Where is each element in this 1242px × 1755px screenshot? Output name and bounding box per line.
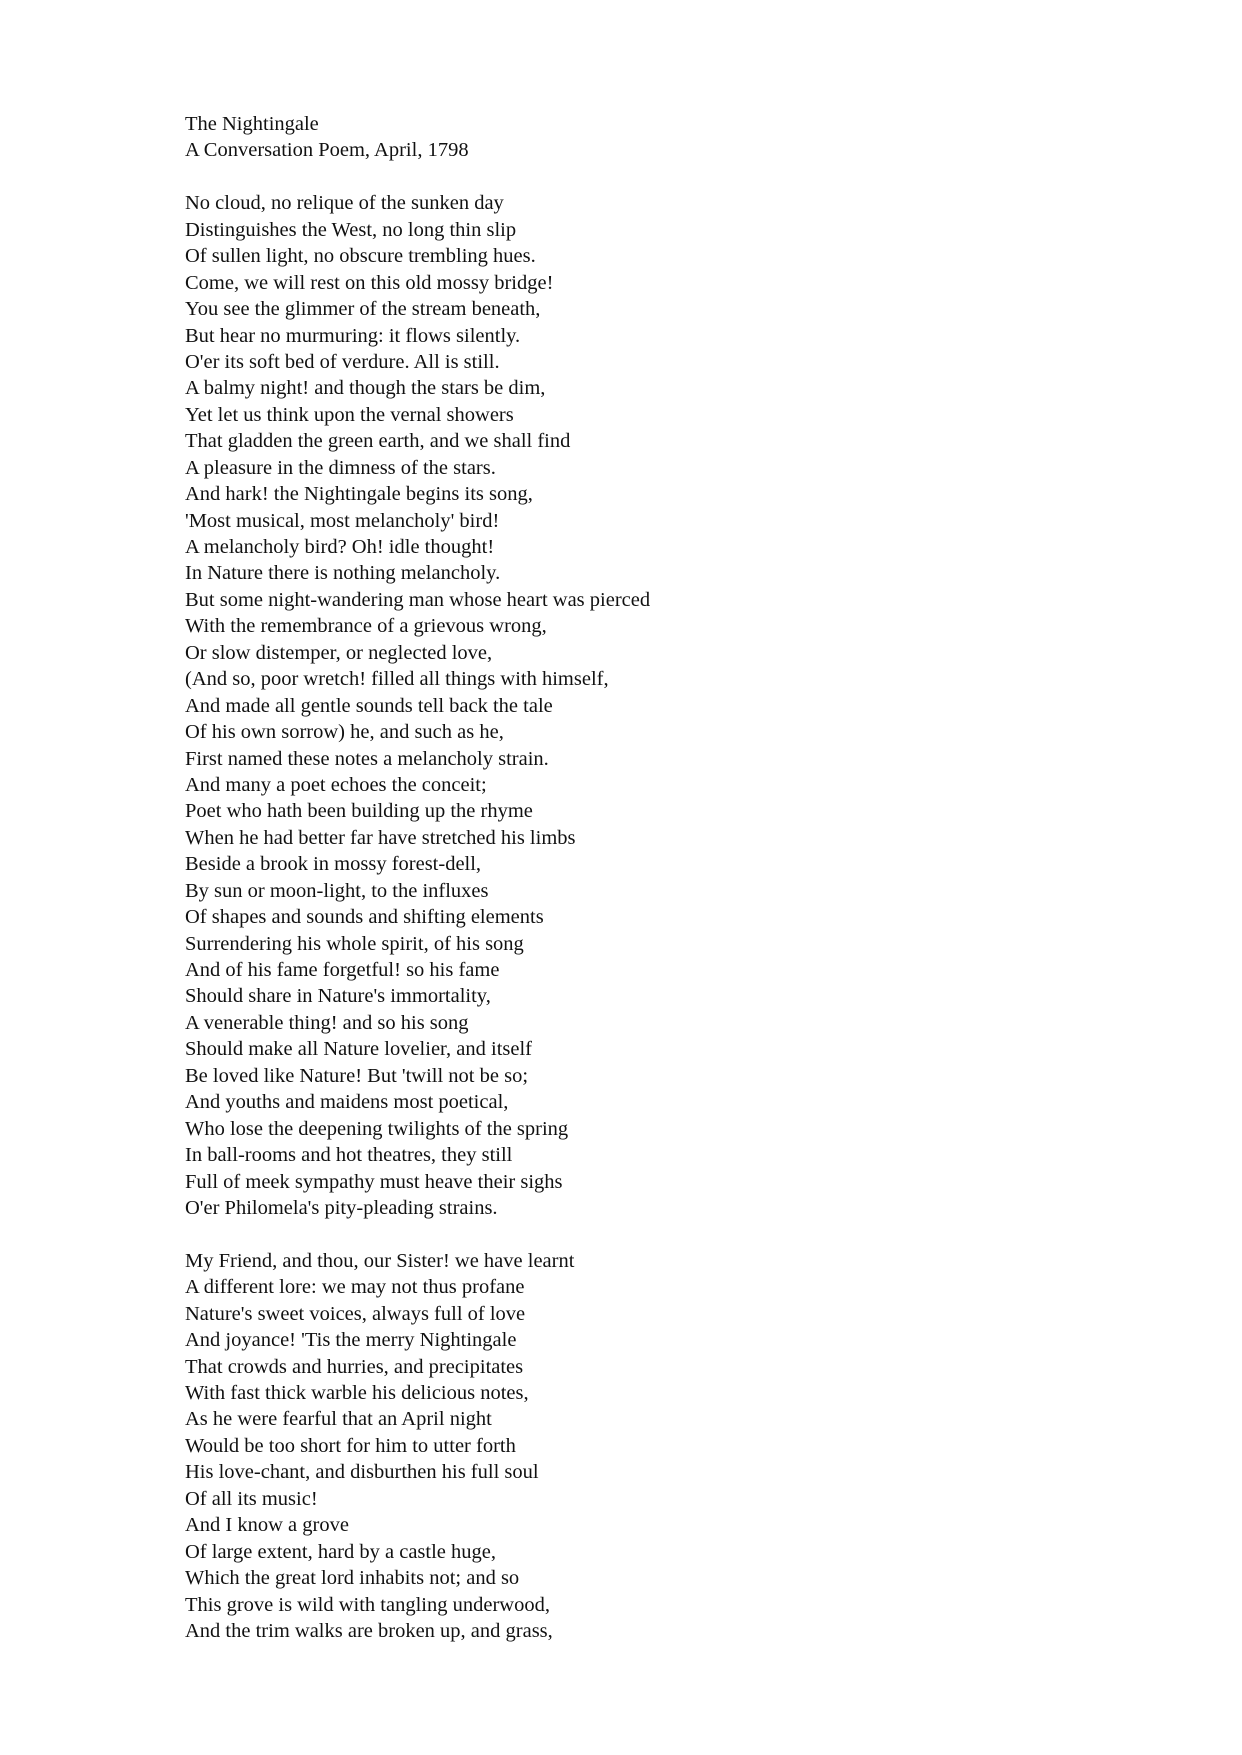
poem-line: Nature's sweet voices, always full of love <box>185 1302 526 1325</box>
poem-line: His love-chant, and disburthen his full soul <box>185 1461 539 1484</box>
poem-line: Come, we will rest on this old mossy bridge! <box>185 271 554 294</box>
poem-body <box>185 190 1185 1644</box>
poem-line: By sun or moon-light, to the influxes <box>185 879 489 902</box>
poem-line: Would be too short for him to utter forth <box>185 1434 516 1457</box>
poem-line: A venerable thing! and so his song <box>185 1011 469 1034</box>
poem-line: That crowds and hurries, and precipitates <box>185 1355 524 1378</box>
poem-line: First named these notes a melancholy strain. <box>185 747 549 770</box>
poem-line: And I know a grove <box>185 1514 349 1537</box>
poem-line: Beside a brook in mossy forest-dell, <box>185 853 482 876</box>
poem-line: No cloud, no relique of the sunken day <box>185 192 504 215</box>
poem-line: But some night-wandering man whose heart was pierced <box>185 588 651 611</box>
poem-line: And many a poet echoes the conceit; <box>185 773 487 796</box>
poem-text <box>185 111 1185 1644</box>
poem-line: Be loved like Nature! But 'twill not be so; <box>185 1064 529 1087</box>
stanza <box>185 190 1185 1221</box>
poem-line: In ball-rooms and hot theatres, they still <box>185 1144 513 1167</box>
poem-line: And made all gentle sounds tell back the tale <box>185 694 553 717</box>
poem-line: With fast thick warble his delicious notes, <box>185 1382 529 1404</box>
poem-line: That gladden the green earth, and we shall find <box>185 430 571 453</box>
poem-line: A melancholy bird? Oh! idle thought! <box>185 536 495 558</box>
poem-line: But hear no murmuring: it flows silently. <box>185 324 521 347</box>
blank-line <box>185 164 1185 190</box>
poem-line: In Nature there is nothing melancholy. <box>185 562 501 585</box>
poem-line: With the remembrance of a grievous wrong, <box>185 615 547 638</box>
poem-line: Of large extent, hard by a castle huge, <box>185 1540 496 1563</box>
poem-line: My Friend, and thou, our Sister! we have learnt <box>185 1249 575 1272</box>
stanza <box>185 1248 1185 1645</box>
poem-line: Who lose the deepening twilights of the spring <box>185 1117 569 1140</box>
poem-line: Yet let us think upon the vernal showers <box>185 403 514 426</box>
poem-line: And hark! the Nightingale begins its song, <box>185 483 533 506</box>
poem-line: This grove is wild with tangling underwood, <box>185 1593 550 1616</box>
poem-line: Full of meek sympathy must heave their sighs <box>185 1170 563 1193</box>
poem-line: Of shapes and sounds and shifting elements <box>185 906 544 929</box>
poem-line: Or slow distemper, or neglected love, <box>185 641 493 664</box>
poem-line: Which the great lord inhabits not; and so <box>185 1567 520 1590</box>
poem-line: Poet who hath been building up the rhyme <box>185 800 533 823</box>
poem-subtitle: A Conversation Poem, April, 1798 <box>185 139 469 162</box>
poem-line: Distinguishes the West, no long thin slip <box>185 218 517 241</box>
poem-line: And of his fame forgetful! so his fame <box>185 959 500 981</box>
poem-line: O'er its soft bed of verdure. All is still. <box>185 350 500 373</box>
poem-line: A pleasure in the dimness of the stars. <box>185 456 496 479</box>
poem-line: And the trim walks are broken up, and grass, <box>185 1619 553 1642</box>
poem-line: A different lore: we may not thus profane <box>185 1276 525 1299</box>
poem-line: Of sullen light, no obscure trembling hues. <box>185 245 536 268</box>
poem-line: 'Most musical, most melancholy' bird! <box>185 509 500 532</box>
poem-line: (And so, poor wretch! filled all things with himself, <box>185 668 609 691</box>
poem-line: O'er Philomela's pity-pleading strains. <box>185 1196 498 1219</box>
poem-line: Should share in Nature's immortality, <box>185 985 491 1008</box>
poem-line: You see the glimmer of the stream beneath, <box>185 298 541 321</box>
poem-line: And joyance! 'Tis the merry Nightingale <box>185 1329 517 1352</box>
poem-line: Of his own sorrow) he, and such as he, <box>185 721 504 744</box>
poem-line: Surrendering his whole spirit, of his song <box>185 932 524 955</box>
poem-line: And youths and maidens most poetical, <box>185 1091 509 1114</box>
stanza-break <box>185 1221 1185 1247</box>
poem-line: A balmy night! and though the stars be dim, <box>185 377 546 400</box>
poem-line: Should make all Nature lovelier, and itself <box>185 1038 533 1061</box>
poem-line: When he had better far have stretched his limbs <box>185 826 576 849</box>
poem-line: Of all its music! <box>185 1487 318 1510</box>
poem-title: The Nightingale <box>185 113 319 135</box>
poem-line: As he were fearful that an April night <box>185 1408 492 1431</box>
